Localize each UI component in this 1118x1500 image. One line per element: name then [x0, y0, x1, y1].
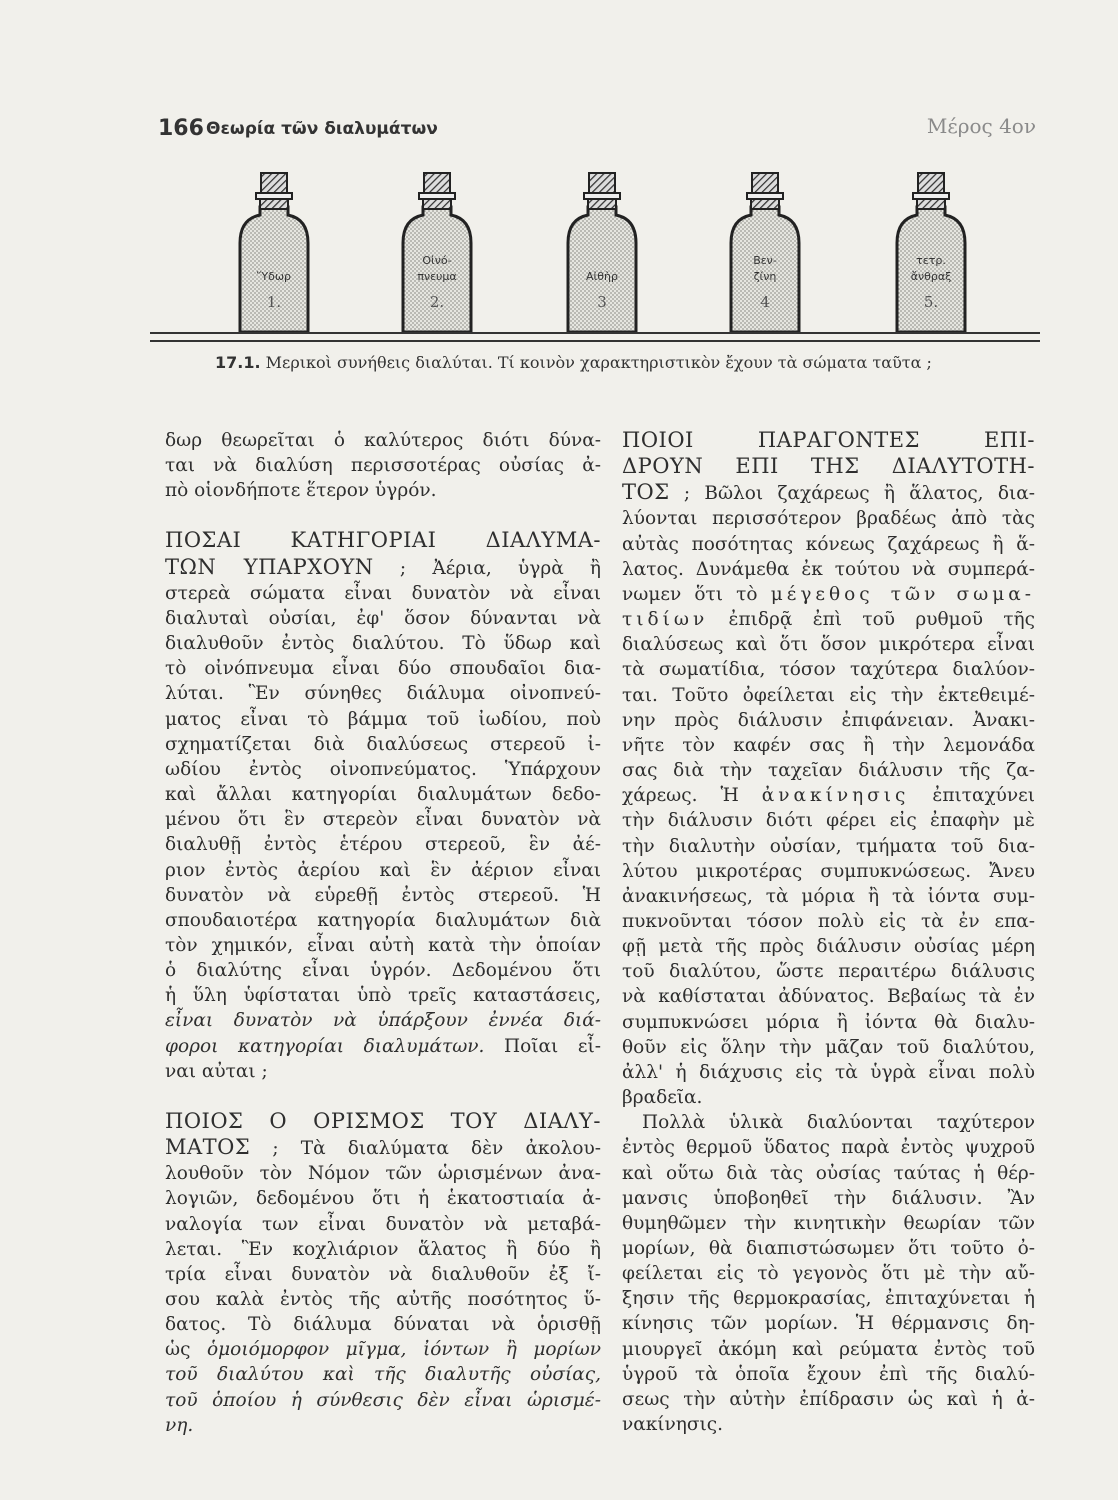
text-line: πὸ οἱονδήποτε ἕτερον ὑγρόν. — [165, 480, 437, 502]
bottle-5 — [897, 173, 965, 332]
part-label: Μέρος 4ον — [926, 114, 1036, 138]
figure-caption — [215, 353, 932, 372]
paragraph — [165, 428, 601, 503]
text-line: νην πρὸς διάλυσιν ἐπιφάνειαν. Ἀνακι- — [622, 709, 1035, 731]
text-line: διαλυταὶ οὐσίαι, ἐφ' ὅσον δύνανται νὰ — [165, 607, 601, 629]
text-line — [165, 1337, 601, 1362]
text-line: σου καλὰ ἐντὸς τῆς αὐτῆς ποσότητος ὕ- — [165, 1289, 601, 1310]
text-line: Πολλὰ ὑλικὰ διαλύονται ταχύτερον — [642, 1112, 1035, 1134]
text-segment: τοῦ ὁποίου ἡ σύνθεσις δὲν εἶναι ὡρισμέ- — [165, 1389, 601, 1411]
text-segment: εἶναι δυνατὸν νὰ ὑπάρξουν ἐννέα διά- — [165, 1010, 601, 1032]
text-line — [165, 1109, 601, 1135]
bottle-number: 1. — [266, 293, 282, 311]
text-line — [165, 1135, 601, 1161]
text-segment: τοῦ διαλύτου καὶ τῆς διαλυτῆς οὐσίας, — [165, 1364, 601, 1386]
text-line — [165, 1388, 601, 1413]
text-line: νὰ καθίσταται ἀδύνατος. Βεβαίως τὰ ἐν — [622, 986, 1035, 1008]
text-line: ται νὰ διαλύση περισσοτέρας οὐσίας ἀ- — [165, 455, 601, 477]
text-line: φῇ μετὰ τῆς πρὸς διάλυσιν οὐσίας μέρη — [622, 936, 1035, 958]
text-line: φείλεται εἰς τὸ γεγονὸς ὅτι μὲ τὴν αὔ- — [622, 1263, 1035, 1285]
text-line — [622, 428, 1035, 454]
solvent-bottles-figure — [150, 160, 1040, 350]
text-line: τὰ σωματίδια, τόσον ταχύτερα διαλύον- — [622, 659, 1035, 681]
bottle-label: τετρ. — [916, 254, 946, 267]
text-line: σχηματίζεται διὰ διαλύσεως στερεοῦ ἰ- — [165, 733, 601, 755]
text-line: διαλυθῇ ἐντὸς ἑτέρου στερεοῦ, ἓν ἀέ- — [165, 834, 601, 856]
bottle-1 — [240, 173, 308, 332]
cork-icon — [261, 173, 287, 193]
page-number: 166 — [158, 116, 204, 141]
text-line: τὴν διάλυσιν διότι φέρει εἰς ἐπαφὴν μὲ — [622, 810, 1035, 832]
text-line: ὁ διαλύτης εἶναι ὑγρόν. Δεδομένου ὅτι — [165, 960, 601, 982]
text-line: ἡ ὕλη ὑφίσταται ὑπὸ τρεῖς καταστάσεις, — [165, 985, 601, 1007]
text-line: μανσις ὑποβοηθεῖ τὴν διάλυσιν. Ἂν — [622, 1187, 1035, 1209]
text-line: σεως τὴν αὐτὴν ἐπίδρασιν ὡς καὶ ἡ ἀ- — [622, 1388, 1035, 1410]
bottle-label: Βεν- — [753, 254, 777, 267]
text-line: συμπυκνώσει μόρια ἢ ἰόντα θὰ διαλυ- — [622, 1011, 1035, 1033]
text-line: λογιῶν, δεδομένου ὅτι ἡ ἑκατοστιαία ἀ- — [165, 1188, 601, 1210]
text-line: δυνατὸν νὰ εὑρεθῇ ἐντὸς στερεοῦ. Ἡ — [165, 884, 601, 906]
text-line: μιουργεῖ ἀκόμη καὶ ρεύματα ἐντὸς τοῦ — [622, 1338, 1035, 1360]
text-line: δατος. Τὸ διάλυμα δύναται νὰ ὁρισθῇ — [165, 1314, 601, 1336]
paragraph — [165, 1109, 601, 1438]
text-line: ναι αὐται ; — [165, 1060, 268, 1082]
bottle-label: πνευμα — [417, 270, 457, 283]
cork-icon — [589, 173, 615, 193]
text-line — [165, 555, 601, 581]
text-line: νῆτε τὸν καφέν σας ἢ τὴν λεμονάδα — [622, 734, 1035, 756]
text-line — [622, 783, 1035, 808]
text-line: ξησιν τῆς θερμοκρασίας, ἐπιταχύνεται ἡ — [622, 1288, 1035, 1310]
text-line: νακίνησις. — [622, 1414, 724, 1436]
cork-icon — [424, 173, 450, 193]
section-heading: ΠΟΣΑΙ ΚΑΤΗΓΟΡΙΑΙ ΔΙΑΛΥΜΑ- — [165, 528, 601, 553]
text-line: βραδεῖα. — [622, 1087, 703, 1109]
text-line: διαλυθοῦν ἐντὸς διαλύτου. Τὸ ὕδωρ καὶ — [165, 633, 601, 655]
bottle-label: Αἰθὴρ — [586, 270, 618, 283]
bottle-number: 2. — [429, 293, 445, 311]
text-line: ἐντὸς θερμοῦ ὕδατος παρὰ ἐντὸς ψυχροῦ — [622, 1137, 1035, 1159]
text-line — [165, 1008, 601, 1033]
text-line: λύται. Ἓν σύνηθες διάλυμα οἰνοπνεύ- — [165, 683, 601, 705]
bottle-label: Οἰνό- — [422, 254, 452, 267]
text-line: ωδίου ἐντὸς οἰνοπνεύματος. Ὑπάρχουν — [165, 758, 601, 780]
text-segment: μέγεθος τῶν σωμα- — [770, 583, 1036, 605]
text-line: τὸν χημικόν, εἶναι αὐτὴ κατὰ τὴν ὁποίαν — [165, 934, 601, 956]
text-segment: ; Βῶλοι ζαχάρεως ἢ ἅλατος, δια- — [669, 483, 1035, 505]
text-line: τρία εἶναι δυνατὸν νὰ διαλυθοῦν ἐξ ἴ- — [165, 1263, 601, 1285]
bottle-4 — [731, 173, 799, 332]
left-column — [165, 428, 601, 1438]
text-segment: ἀνακίνησις — [761, 785, 910, 807]
text-line — [622, 582, 1035, 607]
section-heading: ΠΟΙΟΣ Ο ΟΡΙΣΜΟΣ ΤΟΥ ΔΙΑΛΥ- — [165, 1108, 601, 1133]
text-line — [165, 1413, 601, 1438]
text-line: τὸ οἰνόπνευμα εἶναι δύο σπουδαῖοι δια- — [165, 658, 601, 680]
paragraph — [622, 428, 1035, 1110]
text-segment: ὁμοιόμορφον μῖγμα, ἰόντων ἢ μορίων — [207, 1339, 601, 1361]
section-heading: ΔΡΟΥΝ ΕΠΙ ΤΗΣ ΔΙΑΛΥΤΟΤΗ- — [622, 454, 1035, 479]
text-segment: Ποῖαι εἶ- — [484, 1035, 602, 1057]
text-line: πυκνοῦνται τόσον πολὺ εἰς τὰ ἐν επα- — [622, 910, 1035, 932]
text-line: τοῦ διαλύτου, ὥστε περαιτέρω διάλυσις — [622, 961, 1035, 983]
text-line: λουθοῦν τὸν Νόμον τῶν ὡρισμένων ἀνα- — [165, 1163, 601, 1185]
text-line: μένου ὅτι ἓν στερεὸν εἶναι δυνατὸν νὰ — [165, 809, 601, 831]
paragraph — [165, 528, 601, 1083]
section-heading: ΠΟΙΟΙ ΠΑΡΑΓΟΝΤΕΣ ΕΠΙ- — [622, 428, 1035, 452]
caption-text: Μερικοὶ συνήθεις διαλύται. Τί κοινὸν χαρακτηριστικὸν ἔχουν τὰ σώματα ταῦτα ; — [265, 353, 932, 372]
text-line: καὶ ἄλλαι κατηγορίαι διαλυμάτων δεδο- — [165, 784, 601, 806]
text-segment: ἐπιδρᾷ ἐπὶ τοῦ ρυθμοῦ τῆς — [708, 609, 1035, 631]
text-line: καὶ οὕτω διὰ τὰς οὐσίας ταύτας ἡ θέρ- — [622, 1162, 1035, 1184]
text-line: στερεὰ σώματα εἶναι δυνατὸν νὰ εἶναι — [165, 582, 601, 604]
bottle-3 — [568, 173, 636, 332]
text-line: ριον ἐντὸς ἀερίου καὶ ἓν ἀέριον εἶναι — [165, 859, 601, 881]
text-segment: ὡς — [165, 1339, 208, 1361]
text-segment: φοροι κατηγορίαι διαλυμάτων. — [165, 1035, 485, 1057]
text-segment: χάρεως. Ἡ — [622, 785, 762, 807]
section-heading: ΤΟΣ — [622, 480, 670, 505]
bottle-number: 3 — [597, 293, 607, 311]
text-line: λατος. Δυνάμεθα ἐκ τούτου νὰ συμπερά- — [622, 558, 1035, 580]
section-heading: ΤΩΝ ΥΠΑΡΧΟΥΝ — [165, 554, 374, 579]
text-line: ματος εἶναι τὸ βάμμα τοῦ ἰωδίου, ποὺ — [165, 708, 601, 730]
paragraph — [622, 1110, 1035, 1437]
right-column — [622, 428, 1035, 1437]
bottle-label: ζίνη — [753, 270, 777, 283]
bottle-label: ἄνθραξ — [910, 270, 952, 283]
caption-number: 17.1. — [215, 353, 261, 372]
bottle-number: 4 — [760, 293, 770, 311]
text-line: ἀνακινήσεως, τὰ μόρια ἢ τὰ ἰόντα συμ- — [622, 885, 1035, 907]
text-segment: τιδίων — [622, 609, 709, 631]
text-line: θοῦν εἰς ὅλην τὴν μᾶζαν τοῦ διαλύτου, — [622, 1036, 1035, 1058]
text-line: ὑγροῦ τὰ ὁποῖα ἔχουν ἐπὶ τῆς διαλύ- — [622, 1363, 1035, 1385]
text-line: τὴν διαλυτὴν οὐσίαν, τμήματα τοῦ δια- — [622, 835, 1035, 857]
text-line: μορίων, θὰ διαπιστώσωμεν ὅτι τοῦτο ὀ- — [622, 1238, 1035, 1259]
text-line: διαλύσεως καὶ ὅτι ὅσον μικρότερα εἶναι — [622, 634, 1035, 656]
bottle-number: 5. — [923, 293, 939, 311]
text-line — [622, 607, 1035, 632]
text-line: λύονται περισσότερον βραδέως ἀπὸ τὰς — [622, 508, 1035, 530]
bottle-label: Ὕδωρ — [256, 270, 292, 283]
text-line: λεται. Ἓν κοχλιάριον ἅλατος ἢ δύο ἢ — [165, 1238, 601, 1260]
text-line — [622, 480, 1035, 506]
text-line: θυμηθῶμεν τὴν κινητικὴν θεωρίαν τῶν — [622, 1212, 1035, 1234]
text-line: σας διὰ τὴν ταχεῖαν διάλυσιν τῆς ζα- — [622, 760, 1035, 782]
text-segment: ; Ἀέρια, ὑγρὰ ἢ — [373, 557, 601, 579]
text-line: κίνησις τῶν μορίων. Ἡ θέρμανσις δη- — [622, 1313, 1035, 1335]
text-line — [165, 1034, 601, 1059]
text-line: δωρ θεωρεῖται ὁ καλύτερος διότι δύνα- — [165, 430, 601, 451]
text-segment: ; Τὰ διαλύματα δὲν ἀκολου- — [250, 1138, 601, 1160]
bottle-2 — [403, 173, 471, 332]
text-line: σπουδαιοτέρα κατηγορία διαλυμάτων διὰ — [165, 909, 601, 931]
text-line — [165, 1362, 601, 1387]
text-line: αὐτὰς ποσότητας κόνεως ζαχάρεως ἢ ἅ- — [622, 533, 1035, 555]
cork-icon — [918, 173, 944, 193]
section-heading: ΜΑΤΟΣ — [165, 1135, 251, 1160]
running-title: Θεωρία τῶν διαλυμάτων — [206, 119, 438, 139]
text-segment: ἐπιταχύνει — [909, 785, 1035, 807]
text-line: ἀλλ' ἡ διάχυσις εἰς τὰ ὑγρὰ εἶναι πολὺ — [622, 1061, 1035, 1083]
text-line — [622, 454, 1035, 480]
text-line: ται. Τοῦτο ὀφείλεται εἰς τὴν ἐκτεθειμέ- — [622, 684, 1035, 706]
text-segment: νη. — [165, 1414, 194, 1436]
text-line: ναλογία των εἶναι δυνατὸν νὰ μεταβά- — [165, 1213, 601, 1235]
text-line: λύτου μικροτέρας συμπυκνώσεως. Ἄνευ — [622, 860, 1035, 882]
text-line — [165, 528, 601, 554]
text-segment: νωμεν ὅτι τὸ — [622, 583, 771, 605]
cork-icon — [752, 173, 778, 193]
